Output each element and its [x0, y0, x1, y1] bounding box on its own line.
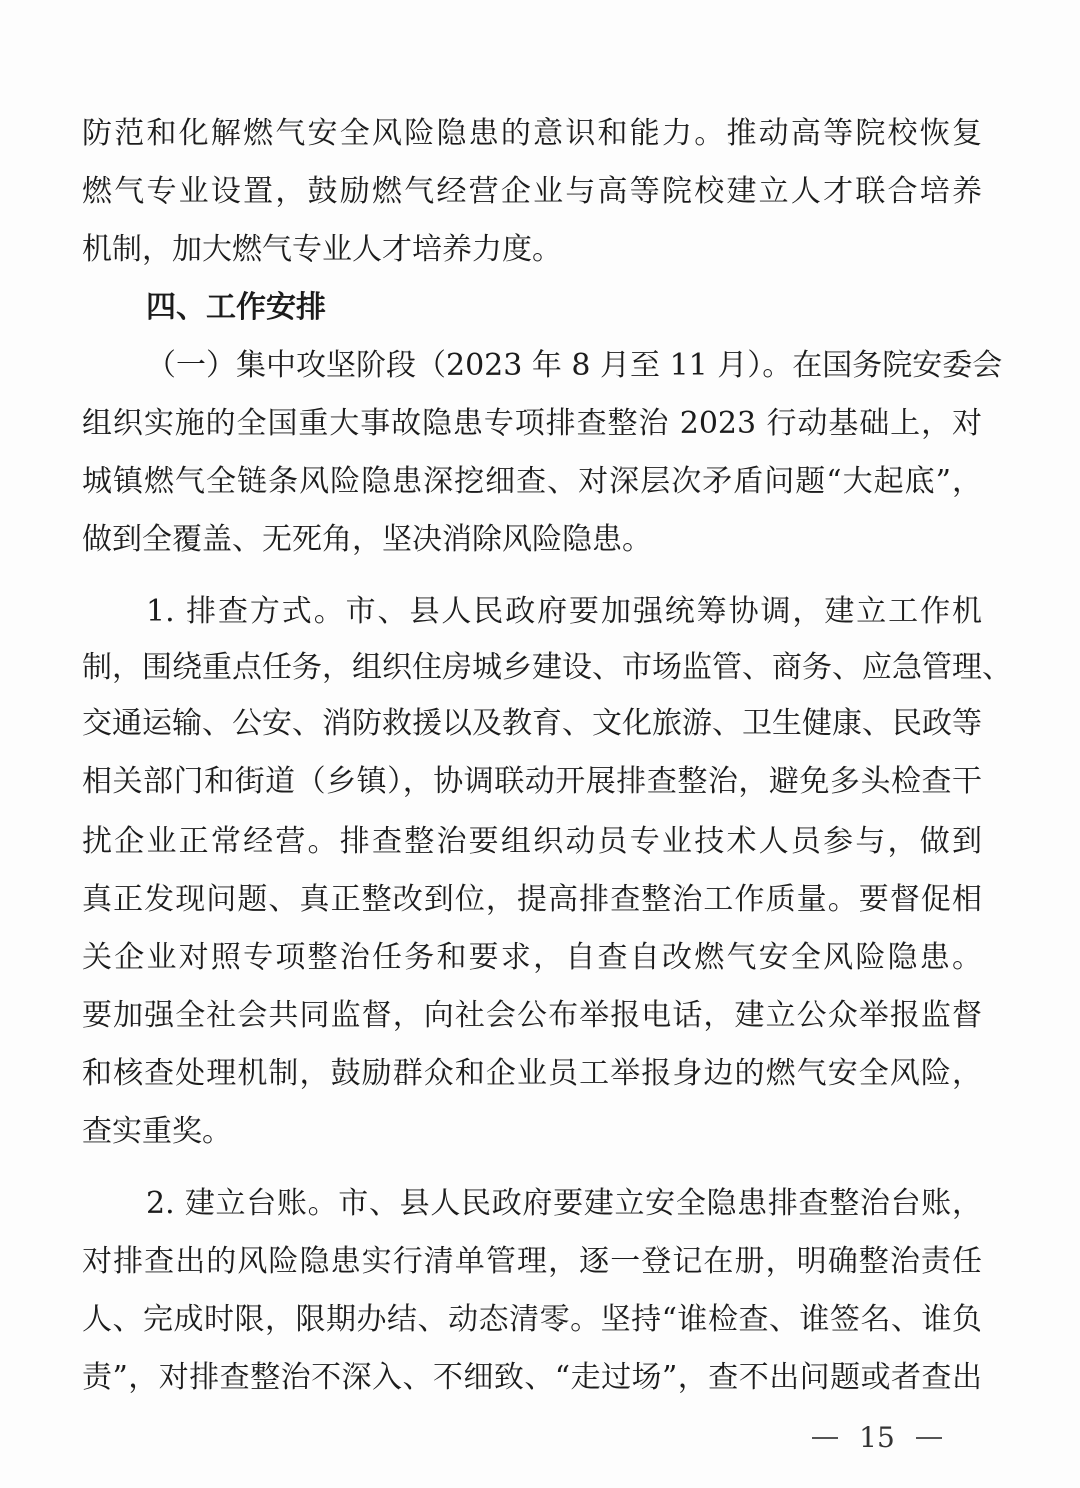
paragraph-line: 责”，对排查整治不深入、不细致、“走过场”，查不出问题或者查出: [82, 1360, 982, 1395]
paragraph-line: 相关部门和街道（乡镇），协调联动开展排查整治，避免多头检查干: [82, 764, 982, 799]
paragraph-line: 交通运输、公安、消防救援以及教育、文化旅游、卫生健康、民政等: [82, 706, 982, 741]
paragraph-line: 1. 排查方式。市、县人民政府要加强统筹协调，建立工作机: [146, 594, 982, 629]
page-number-dash-right: [916, 1437, 942, 1439]
paragraph-line: 组织实施的全国重大事故隐患专项排查整治 2023 行动基础上，对: [82, 406, 982, 441]
paragraph-line: 扰企业正常经营。排查整治要组织动员专业技术人员参与，做到: [82, 824, 982, 859]
paragraph-line: 做到全覆盖、无死角，坚决消除风险隐患。: [82, 522, 652, 557]
paragraph-line: 制，围绕重点任务，组织住房城乡建设、市场监管、商务、应急管理、: [82, 650, 1012, 685]
paragraph-line: 对排查出的风险隐患实行清单管理，逐一登记在册，明确整治责任: [82, 1244, 982, 1279]
paragraph-line: 真正发现问题、真正整改到位，提高排查整治工作质量。要督促相: [82, 882, 982, 917]
paragraph-line: 要加强全社会共同监督，向社会公布举报电话，建立公众举报监督: [82, 998, 982, 1033]
paragraph-line: 查实重奖。: [82, 1114, 232, 1149]
section-heading: 四、工作安排: [146, 290, 326, 325]
paragraph-line: 人、完成时限，限期办结、动态清零。坚持“谁检查、谁签名、谁负: [82, 1302, 982, 1337]
paragraph-line: 2. 建立台账。市、县人民政府要建立安全隐患排查整治台账，: [146, 1186, 982, 1221]
page-number: [812, 1418, 942, 1458]
page-number-dash-left: [812, 1437, 838, 1439]
page-number-value: 15: [859, 1421, 895, 1454]
paragraph-line: 机制，加大燃气专业人才培养力度。: [82, 232, 562, 267]
paragraph-line: 城镇燃气全链条风险隐患深挖细查、对深层次矛盾问题“大起底”，: [82, 464, 982, 499]
paragraph-line: 关企业对照专项整治任务和要求，自查自改燃气安全风险隐患。: [82, 940, 982, 975]
paragraph-line: 和核查处理机制，鼓励群众和企业员工举报身边的燃气安全风险，: [82, 1056, 982, 1091]
paragraph-line: 防范和化解燃气安全风险隐患的意识和能力。推动高等院校恢复: [82, 116, 982, 151]
paragraph-line: 燃气专业设置，鼓励燃气经营企业与高等院校建立人才联合培养: [82, 174, 982, 209]
paragraph-line: （一）集中攻坚阶段（2023 年 8 月至 11 月）。在国务院安委会: [146, 348, 1003, 383]
